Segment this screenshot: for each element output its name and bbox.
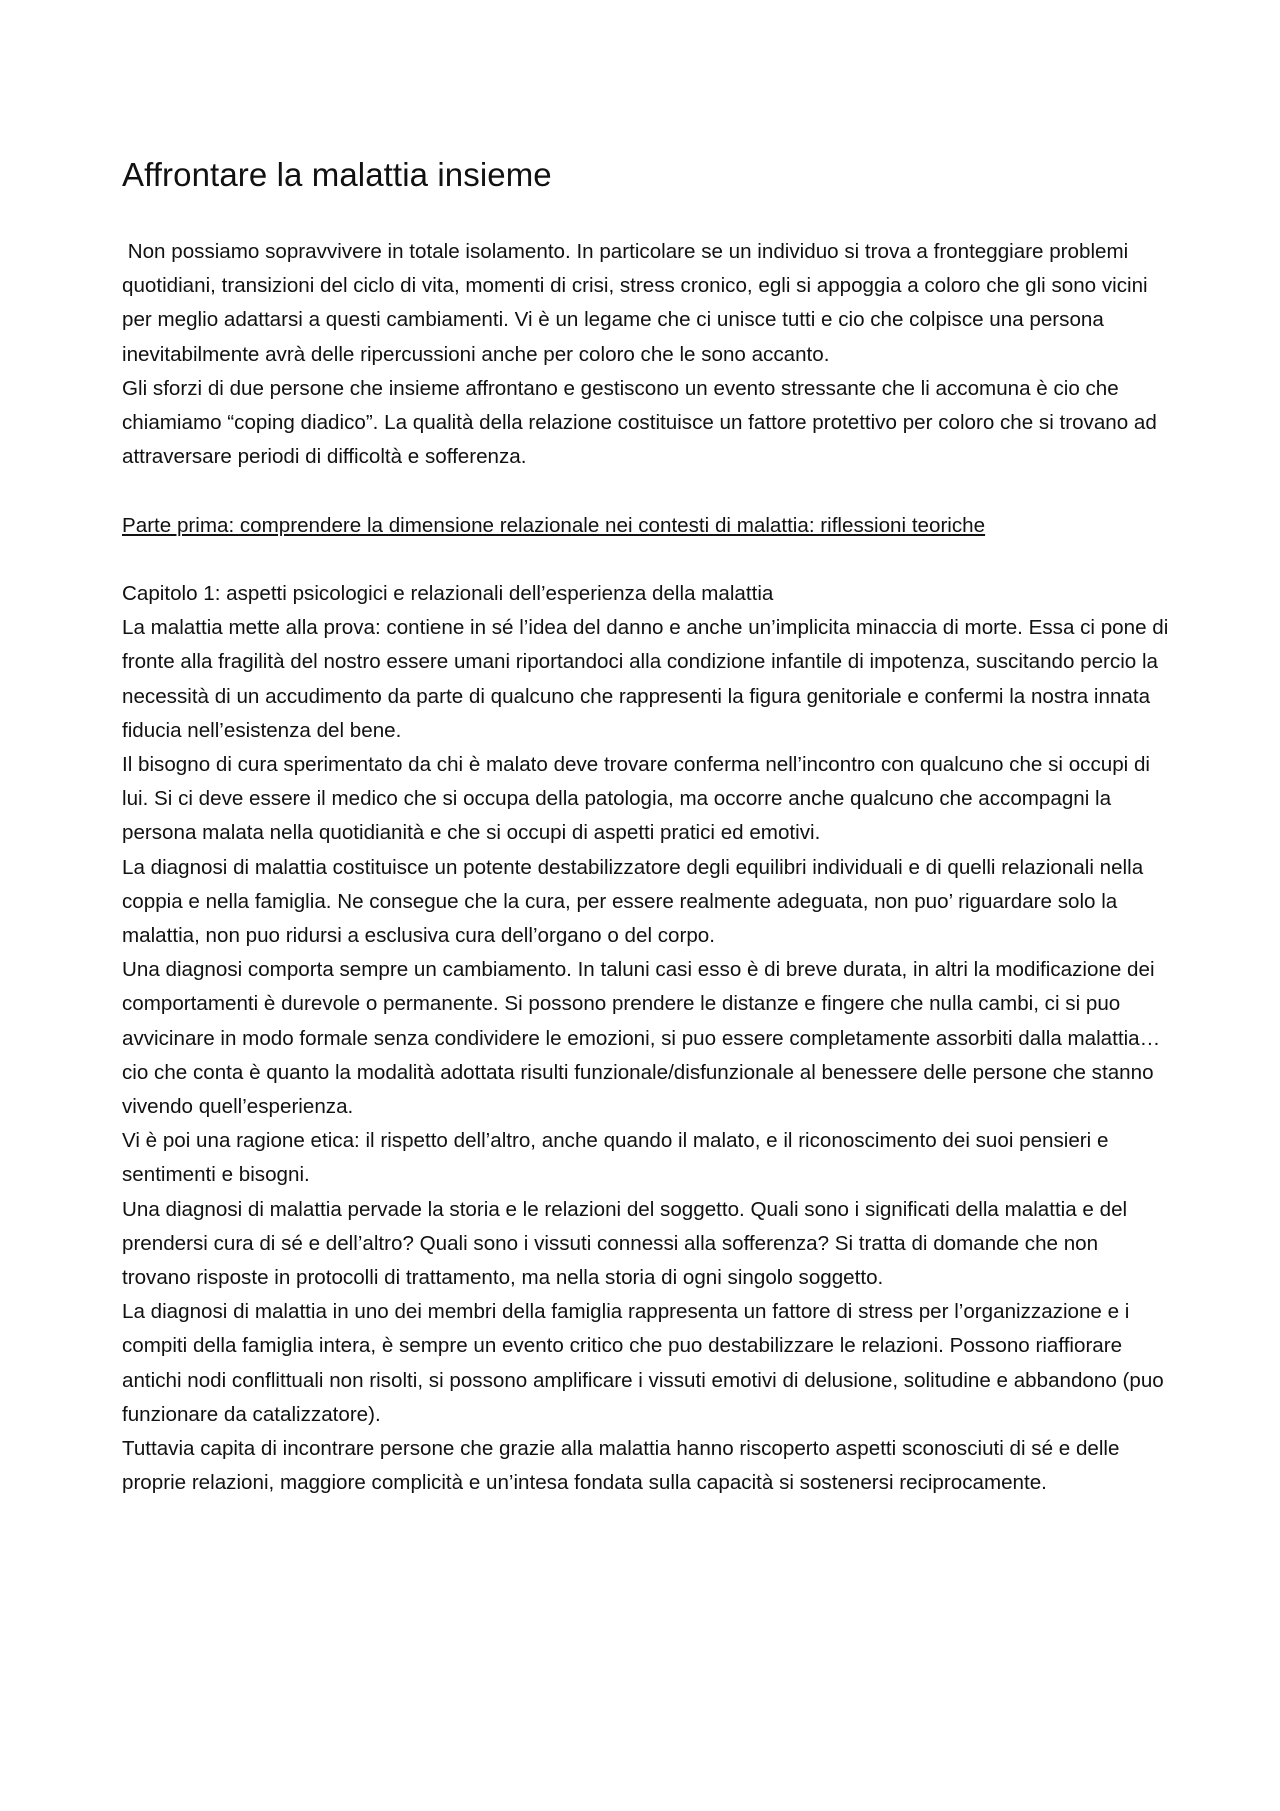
- chapter-paragraph-7: La diagnosi di malattia in uno dei membri della famiglia rappresenta un fattore di stress per l’organizzazione e i compiti della famiglia intera, è sempre un evento critico che puo destabilizzare le relazioni. Possono riaffiorare antichi nodi conflittuali non risolti, si possono amplificare i vissuti emotivi di delusione, solitudine e abbandono (puo funzionare da catalizzatore).: [122, 1300, 1170, 1426]
- chapter-paragraph-1: La malattia mette alla prova: contiene in sé l’idea del danno e anche un’implicita minaccia di morte. Essa ci pone di fronte alla fragilità del nostro essere umani riportandoci alla condizione infantile di impotenza, suscitando percio la necessità di un accudimento da parte di qualcuno che rappresenti la figura genitoriale e confermi la nostra innata fiducia nell’esistenza del bene.: [122, 616, 1175, 742]
- intro-paragraph-2: Gli sforzi di due persone che insieme affrontano e gestiscono un evento stressante che li accomuna è cio che chiamiamo “coping diadico”. La qualità della relazione costituisce un fattore protettivo per coloro che si trovano ad attraversare periodi di difficoltà e sofferenza.: [122, 376, 1163, 469]
- chapter-paragraph-6: Una diagnosi di malattia pervade la storia e le relazioni del soggetto. Quali sono i significati della malattia e del prendersi cura di sé e dell’altro? Quali sono i vissuti connessi alla sofferenza? Si tratta di domande che non trovano risposte in protocolli di trattamento, ma nella storia di ogni singolo soggetto.: [122, 1197, 1133, 1290]
- blank-line: [122, 543, 1172, 577]
- chapter-paragraph-5: Vi è poi una ragione etica: il rispetto dell’altro, anche quando il malato, e il riconoscimento dei suoi pensieri e sentimenti e bisogni.: [122, 1129, 1115, 1187]
- blank-line: [122, 474, 1172, 508]
- document-title: Affrontare la malattia insieme: [122, 156, 552, 193]
- chapter-paragraph-2: Il bisogno di cura sperimentato da chi è malato deve trovare conferma nell’incontro con qualcuno che si occupi di lui. Si ci deve essere il medico che si occupa della patologia, ma occorre anche qualcuno che accompagni la persona malata nella quotidianità e che si occupi di aspetti pratici ed emotivi.: [122, 753, 1156, 845]
- chapter-heading: Capitolo 1: aspetti psicologici e relazionali dell’esperienza della malattia: [122, 582, 774, 605]
- intro-paragraph-1: Non possiamo sopravvivere in totale isolamento. In particolare se un individuo si trova a fronteggiare problemi quotidiani, transizioni del ciclo di vita, momenti di crisi, stress cronico, egli si appoggia a coloro che gli sono vicini per meglio adattarsi a questi cambiamenti. Vi è un legame che ci unisce tutti e cio che colpisce una persona inevitabilmente avrà delle ripercussioni anche per coloro che le sono accanto.: [122, 240, 1154, 366]
- chapter-paragraph-8: Tuttavia capita di incontrare persone che grazie alla malattia hanno riscoperto aspetti sconosciuti di sé e delle proprie relazioni, maggiore complicità e un’intesa fondata sulla capacità si sostenersi reciprocamente.: [122, 1437, 1126, 1495]
- document-body: [122, 153, 1175, 1500]
- chapter-paragraph-4: Una diagnosi comporta sempre un cambiamento. In taluni casi esso è di breve durata, in altri la modificazione dei comportamenti è durevole o permanente. Si possono prendere le distanze e fingere che nulla cambi, ci si puo avvicinare in modo formale senza condividere le emozioni, si puo essere completamente assorbiti dalla malattia… cio che conta è quanto la modalità adottata risulti funzionale/disfunzionale al benessere delle persone che stanno vivendo quell’esperienza.: [122, 958, 1166, 1119]
- chapter-paragraph-3: La diagnosi di malattia costituisce un potente destabilizzatore degli equilibri individuali e di quelli relazionali nella coppia e nella famiglia. Ne consegue che la cura, per essere realmente adeguata, non puo’ riguardare solo la malattia, non puo ridursi a esclusiva cura dell’organo o del corpo.: [122, 855, 1149, 948]
- part-heading: Parte prima: comprendere la dimensione relazionale nei contesti di malattia: riflessioni teoriche: [122, 513, 986, 537]
